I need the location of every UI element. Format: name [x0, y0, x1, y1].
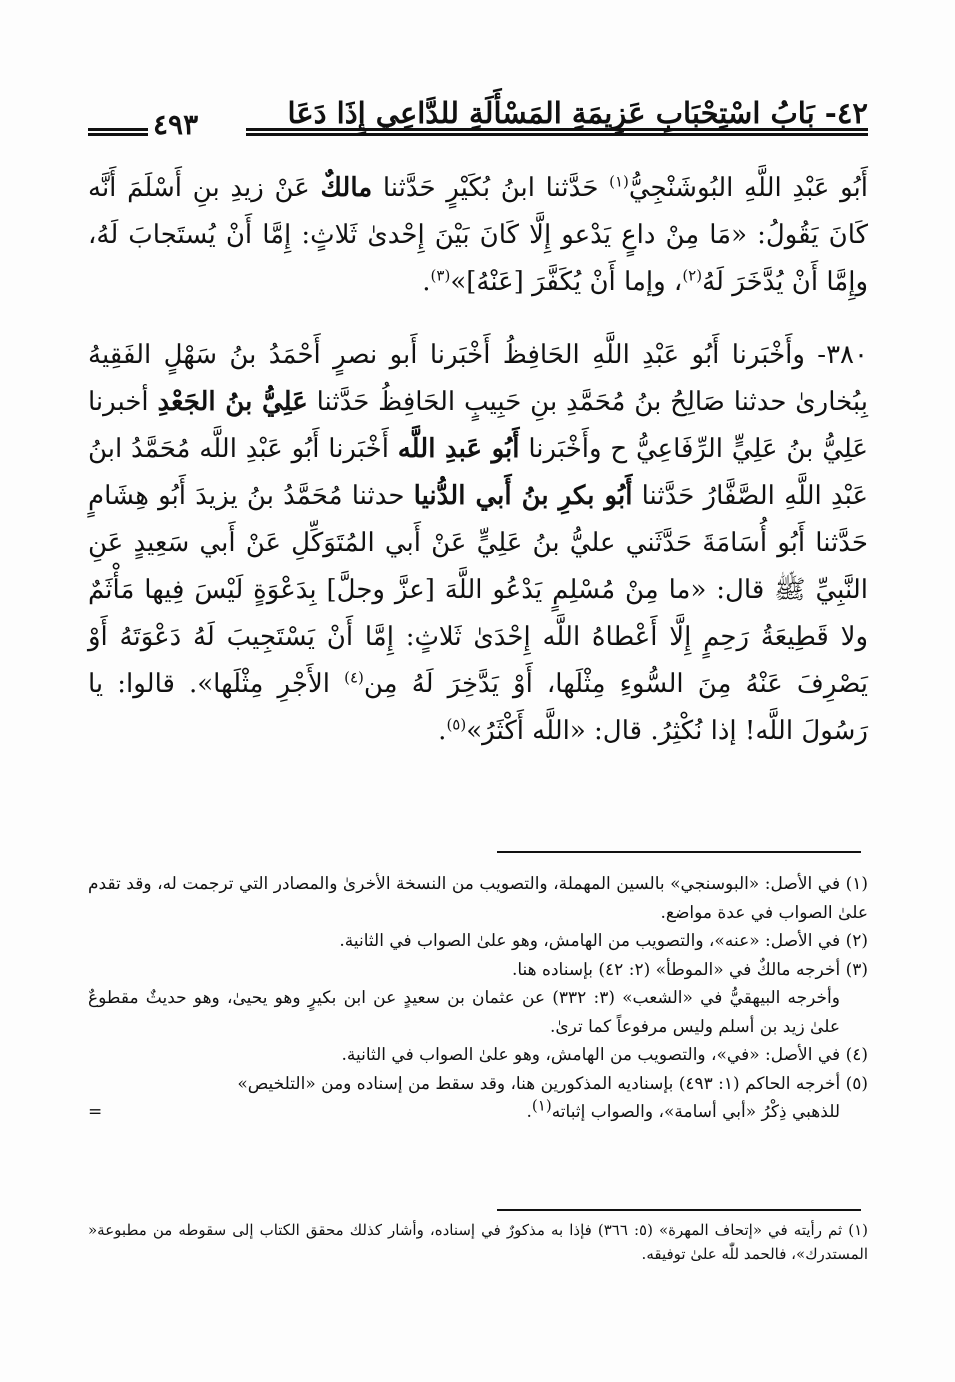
paragraph-2	[88, 332, 868, 755]
footnote-ref-4: (٤)	[344, 668, 364, 687]
footnote-5-cont	[88, 1098, 868, 1127]
footnote-separator	[497, 851, 861, 853]
narrator-name: مالكٌ	[320, 173, 373, 203]
footnote-ref-2: (٢)	[682, 266, 703, 285]
text-run: أَخْبَرنا أَبُو عَبْدِ اللَّه مُحَمَّدُ ابنُ عَبْدِ اللَّهِ الصَّفَّارُ حَدَّثنا	[88, 434, 868, 511]
main-text	[88, 165, 868, 769]
text-run: أخبرنا عَلِيُّ بنُ عَلِيٍّ الرِّفَاعِيُّ ح وأَخْبَرنا	[88, 387, 869, 464]
text-run: .	[526, 1102, 532, 1122]
text-run: .	[422, 267, 431, 297]
chapter-title: ٤٢- بَابُ اسْتِحْبَابِ عَزِيمَةِ المَسْأَلَةِ للدَّاعِي إِذَا دَعَا	[287, 96, 868, 130]
footnote-2: (٢) في الأصل: «عنه»، والتصويب من الهامش، وهو علىٰ الصواب في الثانية.	[339, 931, 868, 951]
narrator-name: عَلِيُّ بنُ الجَعْدِ	[157, 387, 308, 417]
page-number: ٤٩٣	[153, 108, 199, 141]
text-run: الأَجْرِ مِثْلَها». قالوا: يا رَسُولَ اللَّه! إذا نُكْثِرُ. قال: «اللَّه أَكْثَرُ»	[88, 669, 868, 746]
footnote-3-cont: وأخرجه البيهقيُّ في «الشعب» (٣: ٣٣٢) عن عثمان بن سعيدٍ عن ابن بكيرٍ وهو يحيىٰ، وهو حديثٌ مقطوعٌ علىٰ زيد بن أسلم وليس مرفوعاً كما ترىٰ.	[88, 988, 840, 1037]
text-run: ٣٨٠- وأَخْبَرنا أَبُو عَبْدِ اللَّهِ الحَافِظُ أَخْبَرنا أَبو نصرٍ أَحْمَدُ بنُ سَهْلٍ الفَقِيهُ بِبُخارىٰ حدثنا صَالِحُ بنُ مُحَمَّدِ بنِ حَبِيبٍ الحَافِظُ حَدَّثنا	[88, 340, 868, 417]
footnote-4: (٤) في الأصل: «في»، والتصويب من الهامش، وهو علىٰ الصواب في الثانية.	[341, 1045, 868, 1065]
subfootnote-1: (١) ثم رأيته في «إتحاف المهرة» (٥: ٣٦٦) فإذا به مذكورٌ في إسناده، وأشار كذلك محقق الكتاب إلى سقوطه من مطبوعة« المستدرك»، فالحمد للّٰه علىٰ توفيقه.	[88, 1221, 868, 1263]
text-run: حدثنا مُحَمَّدُ بنُ يزيدَ أَبُو هِشَامٍ حَدَّثنا أَبُو أُسَامَةَ حَدَّثَني عليُّ بنُ عَلِيٍّ عَنْ أَبي المُتَوَكِّلِ عَنْ أَبي سَعِيدٍ عَنِ النَّبِيِّ ﷺ قال: «ما مِنْ مُسْلِمٍ يَدْعُو اللَّهَ [عزَّ وجلَّ] بِدَعْوَةٍ لَيْسَ فِيها مَأْثَمٌ ولا قَطِيعَةُ رَحِمٍ إِلَّا أَعْطاهُ اللَّه إِحْدَىٰ ثَلاثٍ: إِمَّا أَنْ يَسْتَجِيبَ لَهُ دَعْوَتَهُ أَوْ يَصْرِفَ عَنْهُ مِنَ السُّوءِ مِثْلَها، أَوْ يَدَّخِرَ لَهُ مِن	[88, 481, 868, 699]
narrator-name: أَبُو بكرِ بنُ أَبي الدُّنيا	[413, 481, 633, 511]
text-run: للذهبي ذِكْرُ «أبي أسامة»، والصواب إثباته	[551, 1102, 840, 1122]
subfootnotes	[88, 1218, 868, 1266]
text-run: عَنْ زيدِ بنِ أَسْلَمَ أَنَّه كَانَ يَقُولُ: «مَا مِنْ داعٍ يَدْعو إِلَّا كَانَ بَيْنَ إِحْدىٰ ثَلاثٍ: إِمَّا أَنْ يُستَجابَ لَهُ، وإِمَّا أَنْ يُدَّخَرَ لَهُ	[88, 173, 868, 297]
footnote-ref-3: (٣)	[430, 266, 451, 285]
subfootnote-ref: (١)	[531, 1096, 552, 1115]
header-rule-left	[88, 128, 148, 136]
footnote-5: (٥) أخرجه الحاكم (١: ٤٩٣) بإسناديه المذكورين هنا، وقد سقط من إسناده ومن «التلخيص»	[237, 1073, 868, 1094]
continuation-mark: =	[88, 1102, 103, 1122]
page-header	[88, 96, 868, 151]
text-run: .	[438, 716, 447, 746]
footnote-ref-1: (١)	[609, 172, 629, 191]
header-rule-right	[246, 128, 868, 136]
footnote-1: (١) في الأصل: «البوسنجي» بالسين المهملة، والتصويب من النسخة الأخرىٰ والمصادر التي ترجمت له، وقد تقدم علىٰ الصواب في عدة مواضع.	[88, 874, 868, 923]
paragraph-1	[88, 165, 868, 306]
text-run: أَبُو عَبْدِ اللَّهِ البُوشَنْجِيُّ	[628, 173, 868, 203]
subfootnote-separator	[497, 1209, 861, 1211]
text-run: ، وإما أَنْ يُكَفَّرَ [عَنْهُ]»	[450, 267, 683, 297]
text-run: حَدَّثنا ابنُ بُكَيْرٍ حَدَّثنا	[372, 173, 610, 203]
footnote-5-cont-text	[527, 1098, 841, 1127]
narrator-name: أَبُو عَبدِ اللَّه	[397, 434, 520, 464]
footnotes	[88, 870, 868, 1127]
footnote-3: (٣) أخرجه مالكٌ في «الموطأ» (٢: ٤٢) بإسناده هنا.	[511, 959, 868, 980]
footnote-ref-5: (٥)	[446, 715, 467, 734]
